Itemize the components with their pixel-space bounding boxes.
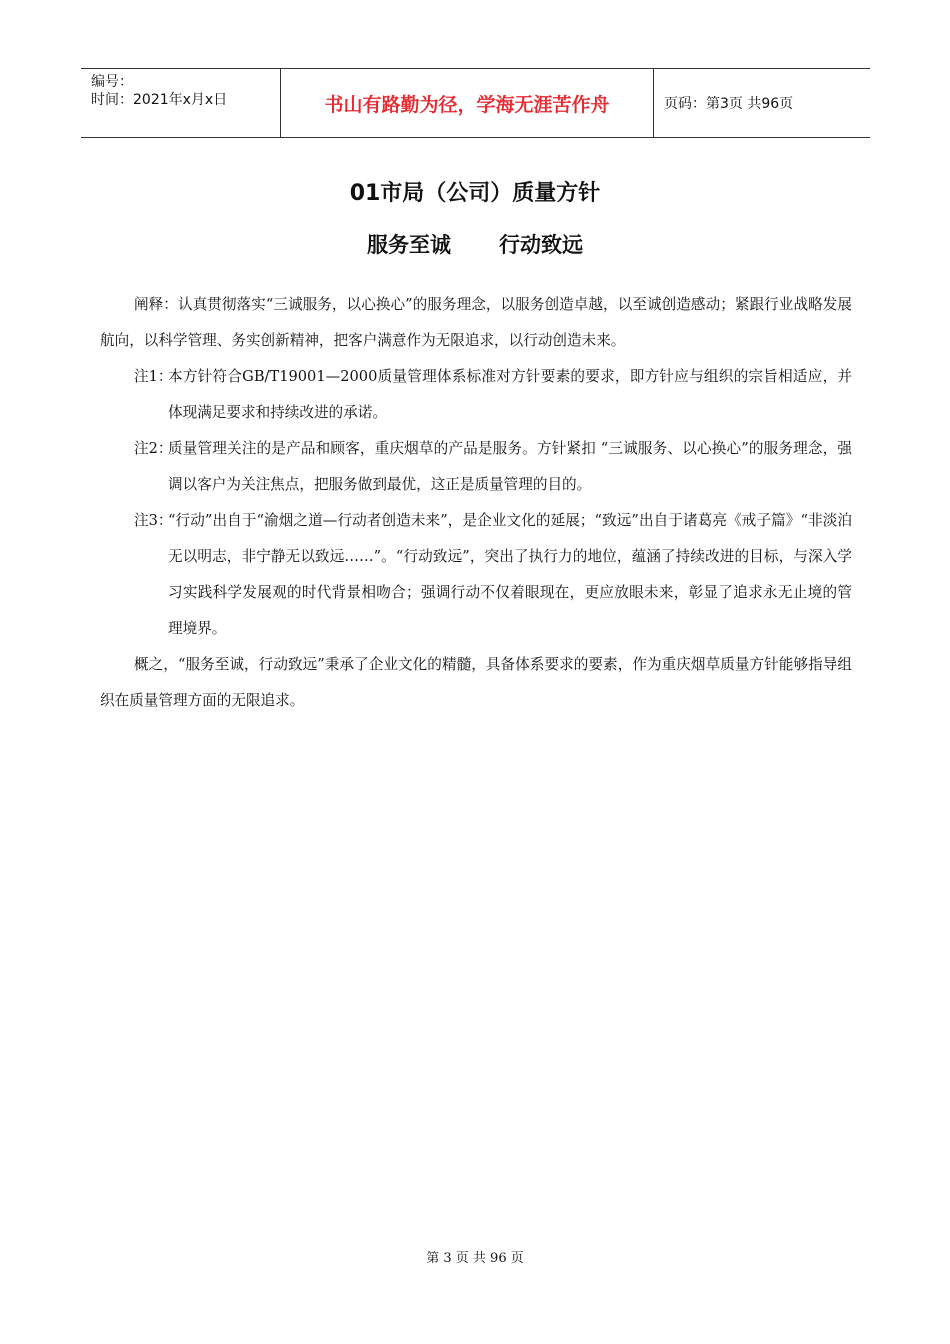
document-body xyxy=(100,287,852,719)
document-date-label: 时间：2021年x月x日 xyxy=(91,92,228,108)
header-motto: 书山有路勤为径，学海无涯苦作舟 xyxy=(281,69,654,137)
summary-paragraph: 概之，“服务至诚，行动致远”秉承了企业文化的精髓，具备体系要求的要素，作为重庆烟草质量方针能够指导组织在质量管理方面的无限追求。 xyxy=(100,656,852,709)
page-header xyxy=(81,68,870,138)
note-2-label: 注2： xyxy=(134,440,173,457)
slogan-part-1: 服务至诚 xyxy=(367,233,451,257)
intro-paragraph: 阐释：认真贯彻落实“三诚服务，以心换心”的服务理念，以服务创造卓越，以至诚创造感动；紧跟行业战略发展航向，以科学管理、务实创新精神，把客户满意作为无限追求，以行动创造未来。 xyxy=(100,296,852,349)
note-2-text: 质量管理关注的是产品和顾客，重庆烟草的产品是服务。方针紧扣 “三诚服务、以心换心”的服务理念，强调以客户为关注焦点，把服务做到最优，这正是质量管理的目的。 xyxy=(168,440,852,493)
header-page-info: 页码：第3页 共96页 xyxy=(664,96,794,112)
policy-slogan xyxy=(0,229,950,259)
note-2 xyxy=(100,431,852,503)
note-3 xyxy=(100,503,852,647)
header-meta-cell xyxy=(81,69,281,137)
note-3-text: “行动”出自于“渝烟之道—行动者创造未来”，是企业文化的延展；“致远”出自于诸葛亮《戒子篇》“非淡泊无以明志，非宁静无以致远……”。“行动致远”，突出了执行力的地位，蕴涵了持续改进的目标，与深入学习实践科学发展观的时代背景相吻合；强调行动不仅着眼现在，更应放眼未来，彰显了追求永无止境的管理境界。 xyxy=(168,512,852,637)
note-1-label: 注1： xyxy=(134,368,173,385)
note-3-label: 注3： xyxy=(134,512,173,529)
note-1-text: 本方针符合GB/T19001—2000质量管理体系标准对方针要素的要求，即方针应与组织的宗旨相适应，并体现满足要求和持续改进的承诺。 xyxy=(168,368,852,421)
document-number-label: 编号： xyxy=(91,74,133,90)
page-footer: 第 3 页 共 96 页 xyxy=(426,1251,524,1266)
slogan-part-2: 行动致远 xyxy=(499,233,583,257)
note-1 xyxy=(100,359,852,431)
document-title: 01市局（公司）质量方针 xyxy=(349,181,601,206)
